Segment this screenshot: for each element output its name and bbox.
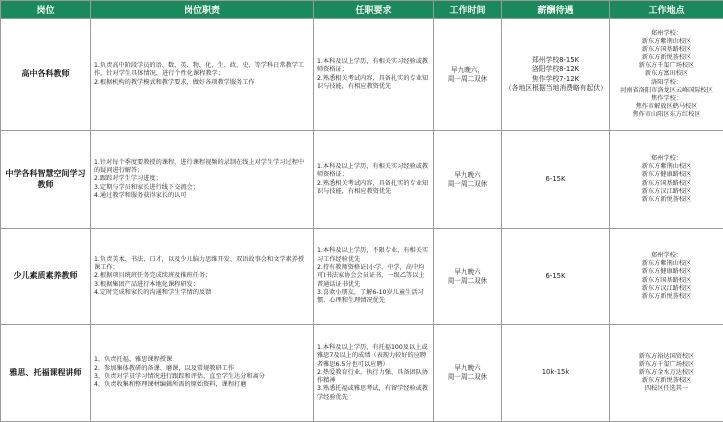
duty-line: 4.通过教学和服务获得家长的认可 (94, 192, 310, 200)
location-line: 新东方千玺广场校区 (613, 361, 720, 369)
requirements-cell (314, 131, 434, 229)
duties-cell (91, 131, 314, 229)
location-line: 河南省洛阳市洛龙区云峰国际校区 (613, 87, 720, 95)
requirement-line: 1.本科及以上学历，不限专业，有相关实习工作经验优先 (317, 247, 430, 264)
location-cell (610, 229, 723, 325)
requirement-line: 2.熟悉相关考试内容，具备扎实的专业知识与技能，有相应教资优先 (317, 75, 430, 92)
work-time-line: 周一周二双休 (437, 277, 498, 286)
duty-line: 1.针对每个季度要教授的课程，进行课程视频的录制在线上对学生学习过程中的疑问进行解答； (94, 159, 310, 176)
location-line: 郑州学校： (613, 252, 720, 260)
duty-line: 2.跟踪对学生学习进度； (94, 175, 310, 183)
duty-line: 2.根据机构的教学模式和教学要求，做好各项教学服务工作 (94, 79, 310, 87)
location-line: 新东方汉江路校区 (613, 188, 720, 196)
location-line: 新东方富田校区 (613, 70, 720, 78)
requirement-line: 3.喜欢小朋友，了解6-10岁儿童生活习惯、心理和生理情况优先 (317, 289, 430, 306)
duties-cell (91, 325, 314, 422)
location-line: 新东方新悦荟校区 (613, 54, 720, 62)
position-cell (1, 229, 91, 325)
work-time-line: 早九晚六， (437, 66, 498, 75)
table-row (1, 131, 723, 229)
position-title: 雅思、托福课程讲师 (10, 368, 82, 377)
salary-cell (502, 325, 610, 422)
table-header-row (1, 1, 723, 19)
header-requirements: 任职要求 (314, 1, 434, 19)
location-line: 焦作学校： (613, 95, 720, 103)
duty-line: 3.根据集团产品进行本地化课程研发； (94, 281, 310, 289)
location-line: 四校区任选其一 (613, 385, 720, 393)
header-position: 岗位 (1, 1, 91, 19)
salary-line: 焦作学校7-12K (505, 75, 606, 84)
position-cell (1, 19, 91, 131)
work-time-line: 周一周二双休 (437, 180, 498, 189)
location-line: 新东方健康路校区 (613, 268, 720, 276)
requirement-line: 1.本科及以上学历，有托福100及以上或雅思7及以上的成绩（表现力较好的应聘者雅思6.5分也可以应聘） (317, 344, 430, 369)
duty-line: 4.定时完成和家长的沟通和学生学情的反馈 (94, 289, 310, 297)
position-cell (1, 325, 91, 422)
requirement-line: 2.热爱教育行业，执行力强、具备团队协作精神 (317, 369, 430, 386)
location-line: 新东方紫荆山校区 (613, 260, 720, 268)
location-line: 焦作市山阳区东方红校区 (613, 111, 720, 119)
location-line: 新东方新悦荟校区 (613, 293, 720, 301)
location-line: 郑州学校： (613, 30, 720, 38)
location-line: 新东方健康路校区 (613, 171, 720, 179)
salary-line: 郑州学校8-15K (505, 56, 606, 65)
location-line: 新东方千玺广场校区 (613, 62, 720, 70)
table-row (1, 229, 723, 325)
work-time-cell (434, 325, 502, 422)
duty-line: 1.负责高中阶段学员的语、数、英、物、化、生、政、史、等学科日常教学工作，针对学生具体情况，进行个性化课程教学； (94, 62, 310, 79)
header-salary: 薪酬待遇 (502, 1, 610, 19)
work-time-line: 周一周二双休 (437, 373, 498, 382)
work-time-cell (434, 131, 502, 229)
header-location: 工作地点 (610, 1, 723, 19)
table-row (1, 19, 723, 131)
location-cell (610, 131, 723, 229)
salary-note: （各地区根据当地消费略有起伏） (505, 84, 606, 93)
location-line: 新东方紫荆山校区 (613, 163, 720, 171)
location-line: 郑州学校： (613, 155, 720, 163)
requirement-line: 1.本科及以上学历，有相关实习经验或教师资格证； (317, 163, 430, 180)
header-duties: 岗位职责 (91, 1, 314, 19)
location-cell (610, 325, 723, 422)
requirements-cell (314, 325, 434, 422)
position-title: 高中各科教师 (22, 69, 70, 78)
requirements-cell (314, 19, 434, 131)
location-line: 洛阳学校： (613, 79, 720, 87)
location-line: 焦作市解放区鹤马校区 (613, 103, 720, 111)
work-time-line: 早九晚六 (437, 268, 498, 277)
requirements-cell (314, 229, 434, 325)
position-title: 少儿素质素养教师 (14, 271, 78, 280)
location-line: 新东方裕达国贸校区 (613, 353, 720, 361)
position-title: 中学各科智慧空间学习教师 (6, 169, 86, 189)
location-line: 新东方汉江路校区 (613, 285, 720, 293)
location-line: 新东方国基路校区 (613, 46, 720, 54)
duty-line: 4、负责收集和整理课材编辑所需的原始资料，课程打磨 (94, 381, 310, 389)
duty-line: 3.定期与学员和家长进行线下交流会； (94, 184, 310, 192)
requirement-line: 3.熟悉托福或雅思考试，有留学经验或教学经验优先 (317, 385, 430, 402)
location-cell (610, 19, 723, 131)
work-time-line: 早九晚六 (437, 171, 498, 180)
salary-line: 6-15K (505, 272, 606, 281)
salary-line: 洛阳学校8-12K (505, 65, 606, 74)
work-time-cell (434, 19, 502, 131)
duty-line: 3、负责对学员学习情况进行跟踪和评估，直至学生达分和离分 (94, 373, 310, 381)
location-line: 新东方紫荆山校区 (613, 38, 720, 46)
duties-cell (91, 229, 314, 325)
salary-line: 10k-15k (505, 368, 606, 377)
location-line: 新东方金水万达校区 (613, 369, 720, 377)
requirement-line: 2.持有教师资格证(小学、中学，高中均可)书法家协会会员证书、一级乙等以上普通话证书优先 (317, 264, 430, 289)
location-line: 新东方新悦荟校区 (613, 196, 720, 204)
duty-line: 2、参加集体教研的备课、磨课，以及常规教研工作 (94, 365, 310, 373)
duty-line: 1.负责美术、书法、口才，以及少儿脑力思维开发、双语故事会和文学素养授课工作； (94, 256, 310, 273)
requirement-line: 1.本科及以上学历，有相关实习经验或教师资格证； (317, 58, 430, 75)
salary-line: 6-15K (505, 175, 606, 184)
duty-line: 1、负责托福、雅思课程授课 (94, 356, 310, 364)
position-cell (1, 131, 91, 229)
requirement-line: 2.熟悉相关考试内容，具备扎实的专业知识与技能，有相应教资优先 (317, 180, 430, 197)
duties-cell (91, 19, 314, 131)
salary-cell (502, 229, 610, 325)
location-line: 新东方国基路校区 (613, 180, 720, 188)
salary-cell (502, 131, 610, 229)
work-time-line: 早九晚六 (437, 364, 498, 373)
work-time-cell (434, 229, 502, 325)
work-time-line: 周一周二双休 (437, 75, 498, 84)
salary-cell (502, 19, 610, 131)
location-line: 新东方国基路校区 (613, 277, 720, 285)
header-work-time: 工作时间 (434, 1, 502, 19)
duty-line: 2.根据项目统班任务完成续班及推班任务； (94, 272, 310, 280)
location-line: 新东方新悦荟校区 (613, 377, 720, 385)
table-row (1, 325, 723, 422)
